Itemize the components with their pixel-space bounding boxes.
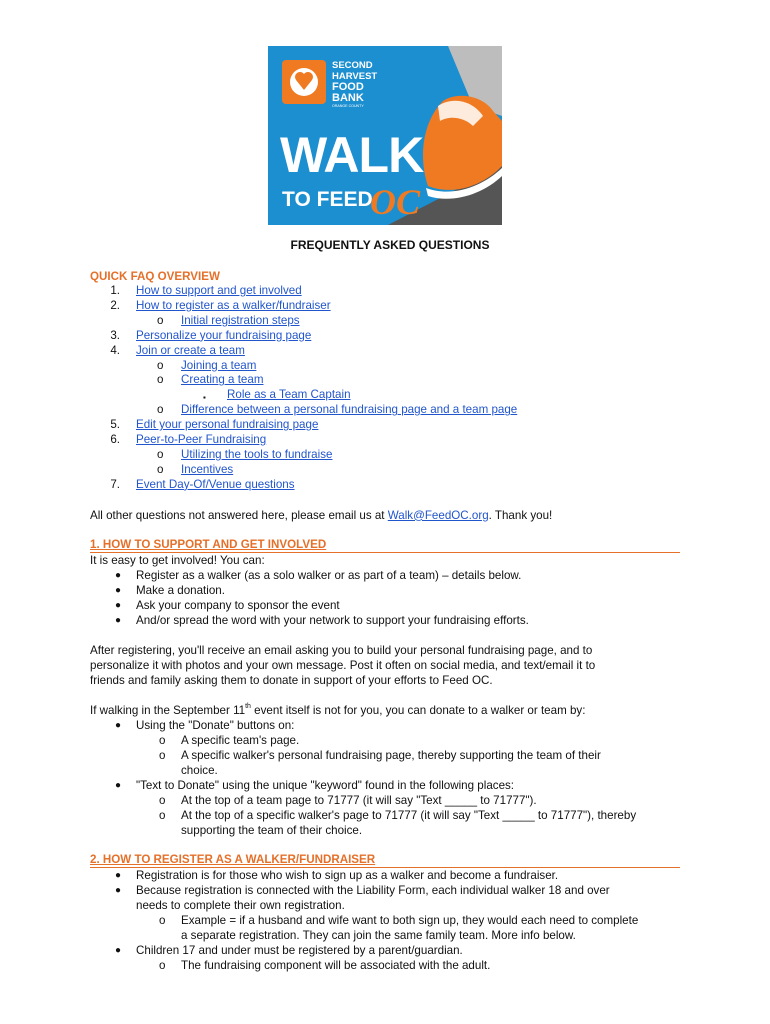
- list-item: [90, 943, 690, 958]
- faq-document: [90, 238, 690, 973]
- section-heading: 1. HOW TO SUPPORT AND GET INVOLVED: [90, 538, 680, 553]
- sub-list-continuation: [90, 823, 690, 838]
- bullet-circle: o: [159, 808, 166, 822]
- sub-list-item: [90, 793, 690, 808]
- sub-list-item: [90, 748, 690, 763]
- faq-item[interactable]: [90, 418, 690, 433]
- faq-item[interactable]: [90, 329, 690, 344]
- list-item: [90, 868, 690, 883]
- faq-subitem[interactable]: [90, 463, 690, 478]
- faq-item[interactable]: [90, 299, 690, 314]
- list-item: [90, 598, 690, 613]
- faq-link[interactable]: Event Day-Of/Venue questions: [136, 477, 295, 491]
- bullet-dot: ●: [115, 869, 122, 881]
- list-text: choice.: [181, 763, 218, 777]
- logo-walk: WALK: [280, 127, 424, 183]
- logo-line1: SECOND: [332, 60, 373, 71]
- walk-alternative-paragraph: [90, 703, 690, 718]
- list-item: [90, 883, 690, 898]
- section-heading: 2. HOW TO REGISTER AS A WALKER/FUNDRAISER: [90, 853, 680, 868]
- list-number: 5.: [110, 418, 120, 432]
- section-support: [90, 538, 690, 838]
- faq-link[interactable]: How to support and get involved: [136, 284, 302, 297]
- logo-oc: OC: [370, 182, 421, 222]
- list-text: "Text to Donate" using the unique "keyword" found in the following places:: [136, 778, 515, 792]
- list-bullet: ▪: [203, 393, 206, 403]
- sub-list-item: [90, 913, 690, 928]
- bullet-dot: ●: [115, 569, 122, 581]
- list-number: 2.: [110, 298, 120, 312]
- list-text: Ask your company to sponsor the event: [136, 598, 340, 612]
- list-text: a separate registration. They can join the same family team. More info below.: [181, 928, 576, 942]
- faq-item[interactable]: [90, 433, 690, 448]
- list-number: 6.: [110, 433, 120, 447]
- list-item: [90, 568, 690, 583]
- faq-link[interactable]: Difference between a personal fundraising page and a team page: [181, 403, 518, 417]
- paragraph-text: event itself is not for you, you can donate to a walker or team by:: [250, 703, 586, 717]
- logo-line2: HARVEST: [332, 71, 378, 82]
- paragraph-text: If walking in the September 11: [90, 703, 246, 717]
- sub-list-item: [90, 808, 690, 823]
- list-text: And/or spread the word with your network to support your fundraising efforts.: [136, 613, 529, 627]
- paragraph-line: friends and family asking them to donate in support of your efforts to Feed OC.: [90, 673, 493, 687]
- logo-line5: ORANGE COUNTY: [332, 104, 364, 108]
- section-intro: It is easy to get involved! You can:: [90, 553, 265, 567]
- faq-link[interactable]: Utilizing the tools to fundraise: [181, 447, 333, 461]
- list-continuation: [90, 898, 690, 913]
- list-text: At the top of a team page to 71777 (it will say "Text _____ to 71777").: [181, 793, 537, 807]
- list-text: Register as a walker (as a solo walker or as part of a team) – details below.: [136, 568, 522, 582]
- logo-to-feed: TO FEED: [282, 188, 373, 211]
- bullet-circle: o: [159, 958, 166, 972]
- list-bullet: o: [157, 462, 164, 476]
- faq-item[interactable]: [90, 344, 690, 359]
- bullet-dot: ●: [115, 614, 122, 626]
- faq-subitem[interactable]: [90, 403, 690, 418]
- list-text: A specific walker's personal fundraising page, thereby supporting the team of their: [181, 748, 601, 762]
- list-text: A specific team's page.: [181, 733, 300, 747]
- faq-item[interactable]: [90, 284, 690, 299]
- faq-link[interactable]: Personalize your fundraising page: [136, 328, 312, 342]
- contact-text-before: All other questions not answered here, please email us at: [90, 508, 388, 522]
- list-text: Registration is for those who wish to sign up as a walker and become a fundraiser.: [136, 868, 559, 882]
- list-number: 4.: [110, 343, 120, 357]
- logo-line3: FOOD: [332, 81, 364, 93]
- list-text: The fundraising component will be associated with the adult.: [181, 958, 491, 972]
- contact-paragraph: [90, 508, 690, 523]
- list-text: Make a donation.: [136, 583, 225, 597]
- faq-item[interactable]: [90, 478, 690, 493]
- list-number: 1.: [110, 284, 120, 297]
- list-bullet: o: [157, 447, 164, 461]
- faq-link[interactable]: Initial registration steps: [181, 313, 300, 327]
- list-item: [90, 583, 690, 598]
- faq-subitem[interactable]: [90, 373, 690, 388]
- faq-subsubitem[interactable]: [90, 388, 690, 403]
- walk-to-feed-oc-logo: [268, 46, 502, 225]
- bullet-dot: ●: [115, 779, 122, 791]
- faq-link[interactable]: How to register as a walker/fundraiser: [136, 298, 331, 312]
- ordinal-suffix: th: [245, 702, 251, 710]
- faq-link[interactable]: Join or create a team: [136, 343, 245, 357]
- bullet-dot: ●: [115, 944, 122, 956]
- bullet-circle: o: [159, 733, 166, 747]
- bullet-circle: o: [159, 793, 166, 807]
- list-item: [90, 778, 690, 793]
- bullet-dot: ●: [115, 719, 122, 731]
- paragraph-line: After registering, you'll receive an email asking you to build your personal fundraising page, and to: [90, 643, 593, 657]
- list-bullet: o: [157, 373, 164, 387]
- contact-email-link[interactable]: Walk@FeedOC.org: [387, 508, 489, 522]
- faq-subitem[interactable]: [90, 448, 690, 463]
- section-register: [90, 853, 690, 973]
- faq-subitem[interactable]: [90, 314, 690, 329]
- list-text: supporting the team of their choice.: [181, 823, 363, 837]
- list-bullet: o: [157, 403, 164, 417]
- list-item: [90, 718, 690, 733]
- list-text: Using the "Donate" buttons on:: [136, 718, 295, 732]
- contact-text-after: . Thank you!: [488, 508, 553, 522]
- bullet-dot: ●: [115, 584, 122, 596]
- list-bullet: o: [157, 358, 164, 372]
- list-text: Children 17 and under must be registered by a parent/guardian.: [136, 943, 463, 957]
- faq-link[interactable]: Creating a team: [181, 373, 264, 387]
- list-text: Example = if a husband and wife want to both sign up, they would each need to complete: [181, 913, 639, 927]
- list-number: 3.: [110, 328, 120, 342]
- list-bullet: o: [157, 313, 164, 327]
- bullet-circle: o: [159, 913, 166, 927]
- page-title: FREQUENTLY ASKED QUESTIONS: [290, 238, 490, 252]
- quick-faq-list: [90, 284, 690, 493]
- sub-list-continuation: [90, 928, 690, 943]
- list-text: At the top of a specific walker's page to 71777 (it will say "Text _____ to 71777"), thereby: [181, 808, 637, 822]
- quick-faq-heading: QUICK FAQ OVERVIEW: [90, 270, 220, 283]
- faq-link[interactable]: Incentives: [181, 462, 234, 476]
- list-number: 7.: [110, 477, 120, 491]
- sub-list-continuation: [90, 763, 690, 778]
- faq-link[interactable]: Joining a team: [181, 358, 257, 372]
- faq-subitem[interactable]: [90, 359, 690, 374]
- faq-link[interactable]: Edit your personal fundraising page: [136, 418, 319, 432]
- sub-list-item: [90, 733, 690, 748]
- list-item: [90, 613, 690, 628]
- sub-list-item: [90, 958, 690, 973]
- paragraph-line: personalize it with photos and your own message. Post it often on social media, and text/email it to: [90, 658, 596, 672]
- list-text: Because registration is connected with the Liability Form, each individual walker 18 and over: [136, 883, 610, 897]
- bullet-dot: ●: [115, 884, 122, 896]
- faq-link[interactable]: Role as a Team Captain: [227, 388, 351, 402]
- after-registering-paragraph: [90, 643, 690, 688]
- bullet-dot: ●: [115, 599, 122, 611]
- list-text: needs to complete their own registration.: [136, 898, 345, 912]
- bullet-circle: o: [159, 748, 166, 762]
- logo-line4: BANK: [332, 92, 364, 104]
- faq-link[interactable]: Peer-to-Peer Fundraising: [136, 433, 267, 447]
